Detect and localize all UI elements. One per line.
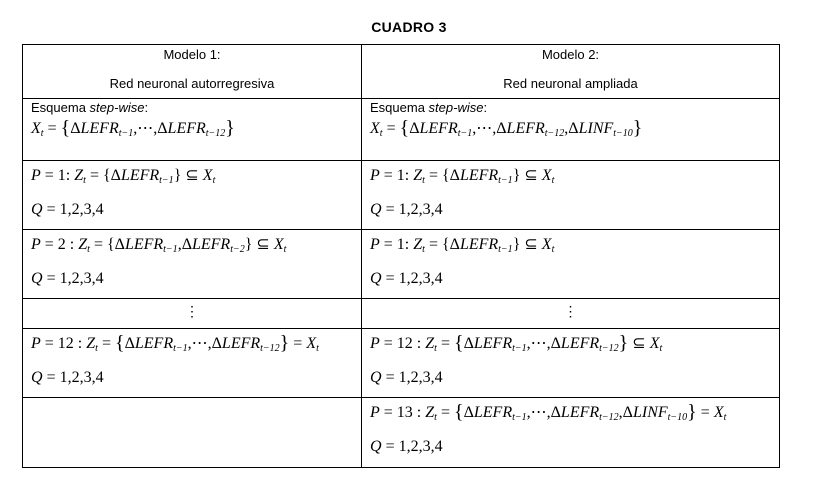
cell-p2-model-1 (23, 230, 362, 299)
cell-p13-model-1-empty (23, 398, 362, 468)
cell-p13-model-2 (362, 398, 780, 468)
ellipsis-model-1: ⋮ (23, 299, 362, 329)
model-2-label: Modelo 2: (541, 47, 600, 62)
formula-p: P = 13 : $Z_t$ = $\{\Delta LEFR_{t-1},\cdots,\Delta LEFR_{t-12},\Delta LINF_{t-10}\} = X_t$ (370, 401, 727, 423)
formula-p: P = 12 : $Z_t$ = $\{\Delta LEFR_{t-1},\cdots,\Delta LEFR_{t-12}\} = X_t$ (31, 332, 319, 354)
formula-q: Q = 1,2,3,4 (31, 369, 104, 386)
schema-cell-model-1 (23, 99, 362, 161)
schema-cell-model-2 (362, 99, 780, 161)
formula-q: Q = 1,2,3,4 (31, 201, 104, 218)
cell-p12-model-1 (23, 329, 362, 398)
cell-p2-model-2 (362, 230, 780, 299)
row-p12 (23, 329, 780, 398)
cell-p1-model-1 (23, 161, 362, 230)
row-ellipsis (23, 299, 780, 329)
header-model-1 (23, 45, 362, 99)
formula-p: P = 1: $Z_t$ = $\{\Delta LEFR_{t-1}\}$ ⊆ $X_t$ (370, 236, 555, 255)
header-model-2 (362, 45, 780, 99)
model-2-name: Red neuronal ampliada (503, 76, 638, 91)
models-table (22, 44, 780, 468)
schema-label: Esquema step-wise: (31, 100, 149, 115)
formula-p: P = 1: $Z_t$ = $\{\Delta LEFR_{t-1}\}$ ⊆ $X_t$ (31, 167, 216, 186)
header-row (23, 45, 780, 99)
schema-label: Esquema step-wise: (370, 100, 488, 115)
formula-q: Q = 1,2,3,4 (370, 270, 443, 287)
schema-formula-1: $X_t$ = $\{\Delta LEFR_{t-1},\cdots,\Delta LEFR_{t-12}\}$ (31, 117, 235, 139)
row-p1 (23, 161, 780, 230)
cell-p1-model-2 (362, 161, 780, 230)
row-p13 (23, 398, 780, 468)
formula-q: Q = 1,2,3,4 (370, 438, 443, 455)
cell-p12-model-2 (362, 329, 780, 398)
formula-p: P = 1: $Z_t$ = $\{\Delta LEFR_{t-1}\}$ ⊆ $X_t$ (370, 167, 555, 186)
model-1-label: Modelo 1: (163, 47, 221, 62)
schema-row (23, 99, 780, 161)
schema-formula-2: $X_t$ = $\{\Delta LEFR_{t-1},\cdots,\Delta LEFR_{t-12},\Delta LINF_{t-10}\}$ (370, 117, 643, 139)
formula-q: Q = 1,2,3,4 (370, 201, 443, 218)
formula-q: Q = 1,2,3,4 (370, 369, 443, 386)
table-title: CUADRO 3 (371, 19, 447, 35)
formula-p: P = 12 : $Z_t$ = $\{\Delta LEFR_{t-1},\cdots,\Delta LEFR_{t-12}\}$ ⊆ $X_t$ (370, 332, 663, 354)
ellipsis-model-2: ⋮ (362, 299, 780, 329)
row-p2 (23, 230, 780, 299)
formula-q: Q = 1,2,3,4 (31, 270, 104, 287)
model-1-name: Red neuronal autorregresiva (109, 76, 275, 91)
formula-p: P = 2 : $Z_t$ = $\{\Delta LEFR_{t-1},\Delta LEFR_{t-2}\}$ ⊆ $X_t$ (31, 236, 287, 255)
